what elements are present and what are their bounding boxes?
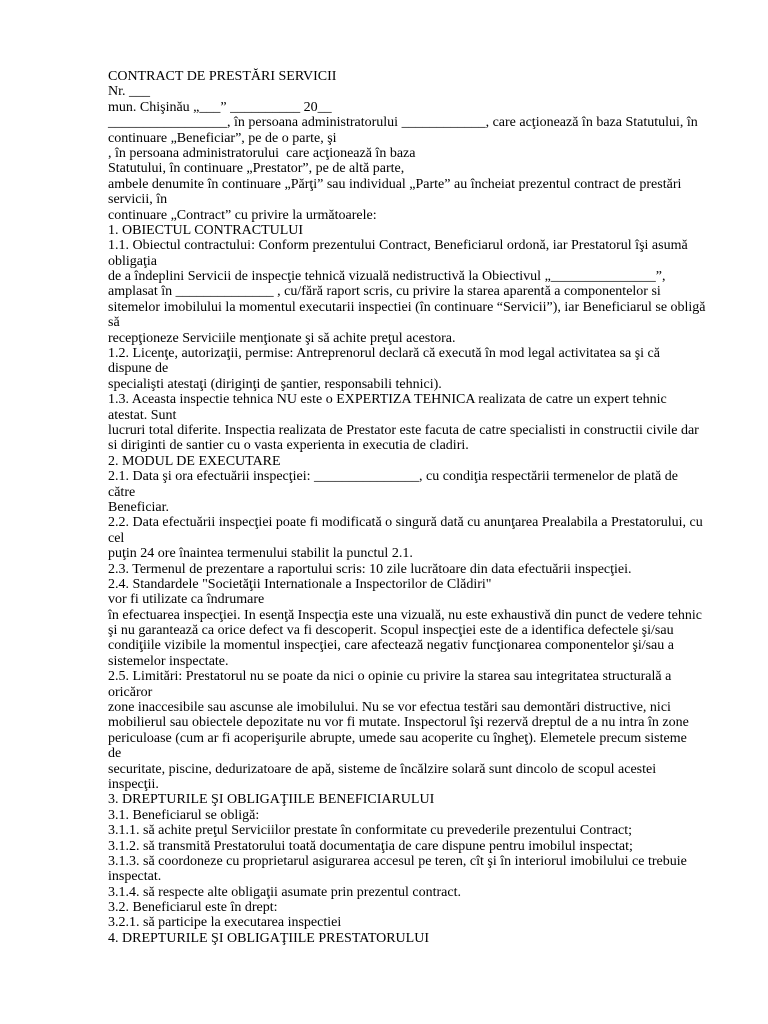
section-line: oricăror bbox=[108, 684, 153, 700]
section-line: 1.3. Aceasta inspectie tehnica NU este o EXPERTIZA TEHNICA realizata de catre un expert tehnic bbox=[108, 392, 667, 408]
contract-number: Nr. ___ bbox=[108, 84, 150, 100]
section-line: 2.2. Data efectuării inspecţiei poate fi modificată o singură dată cu anunţarea Prealabila a Prestatorului, cu bbox=[108, 515, 703, 531]
section-line: 1.1. Obiectul contractului: Conform prezentului Contract, Beneficiarul ordonă, iar Prestatorul îşi asumă bbox=[108, 238, 688, 254]
section-line: 2.1. Data şi ora efectuării inspecţiei: _______________, cu condiţia respectării termenelor de plată de bbox=[108, 469, 678, 485]
section-line: zone inaccesibile sau ascunse ale imobilului. Nu se vor efectua testări sau demontări distructive, nici bbox=[108, 700, 671, 716]
section-line: vor fi utilizate ca îndrumare bbox=[108, 592, 265, 608]
section-line: obligaţia bbox=[108, 253, 157, 269]
section-line: 3.1.2. să transmită Prestatorului toată documentaţia de care dispune pentru imobilul inspectat; bbox=[108, 838, 633, 854]
section-2-execution bbox=[108, 454, 768, 793]
section-line: puţin 24 ore înaintea termenului stabilit la punctul 2.1. bbox=[108, 546, 413, 562]
section-line: inspectat. bbox=[108, 869, 162, 885]
section-line: condiţiile vizibile la momentul inspecţiei, care afectează negativ funcţionarea componentelor şi/sau a bbox=[108, 638, 674, 654]
section-line: dispune de bbox=[108, 361, 169, 377]
section-line: în efectuarea inspecţiei. In esenţă Inspecţia este una vizuală, nu este exhaustivă din punct de vedere tehnic bbox=[108, 607, 702, 623]
section-heading: 2. MODUL DE EXECUTARE bbox=[108, 453, 281, 469]
section-line: 3.1. Beneficiarul se obligă: bbox=[108, 807, 260, 823]
section-line: periculoase (cum ar fi acoperişurile abrupte, umede sau acoperite cu îngheţ). Elemetele precum sisteme bbox=[108, 730, 687, 746]
section-line: mobilierul sau obiectele depozitate nu vor fi mutate. Inspectorul îşi rezervă dreptul de a nu intra în zone bbox=[108, 715, 689, 731]
place-date-line: mun. Chişinău „___” __________ 20__ bbox=[108, 99, 332, 115]
section-line: lucruri total diferite. Inspectia realizata de Prestator este facuta de catre specialisti in constructii civile dar bbox=[108, 422, 699, 438]
section-3-beneficiary-rights bbox=[108, 792, 768, 931]
preamble-line: Statutului, în continuare „Prestator”, pe de altă parte, bbox=[108, 161, 405, 177]
preamble-line: continuare „Contract” cu privire la următoarele: bbox=[108, 207, 377, 223]
section-line: securitate, piscine, dedurizatoare de apă, sisteme de încălzire solară sunt dincolo de scopul acestei bbox=[108, 761, 657, 777]
section-line: 3.1.3. să coordoneze cu proprietarul asigurarea accesul pe teren, cît şi în interiorul imobilului ce trebuie bbox=[108, 853, 687, 869]
section-heading: 3. DREPTURILE ŞI OBLIGAŢIILE BENEFICIARULUI bbox=[108, 792, 435, 808]
section-line: sistemelor inspectate. bbox=[108, 653, 229, 669]
section-line: 3.2.1. să participe la executarea inspectiei bbox=[108, 915, 342, 931]
section-line: inspecţii. bbox=[108, 776, 159, 792]
section-line: să bbox=[108, 315, 120, 331]
section-line: specialişti atestaţi (diriginţi de şantier, responsabili tehnici). bbox=[108, 376, 442, 392]
section-line: amplasat în ______________ , cu/fără raport scris, cu privire la starea aparentă a componentelor si bbox=[108, 284, 661, 300]
section-line: către bbox=[108, 484, 136, 500]
section-line: Beneficiar. bbox=[108, 499, 170, 515]
section-line: de bbox=[108, 746, 122, 762]
section-4-provider-rights bbox=[108, 931, 768, 946]
preamble-line: , în persoana administratorului care acţionează în baza bbox=[108, 145, 416, 161]
section-line: atestat. Sunt bbox=[108, 407, 177, 423]
section-line: 1.2. Licenţe, autorizaţii, permise: Antreprenorul declară că execută în mod legal activitatea sa şi că bbox=[108, 346, 660, 362]
section-line: 2.4. Standardele "Societăţii Internationale a Inspectorilor de Clădiri" bbox=[108, 576, 492, 592]
preamble-line: servicii, în bbox=[108, 192, 168, 208]
section-line: sitemelor imobilului la momentul executarii inspectiei (în continuare “Servicii”), iar Beneficiarul se obligă bbox=[108, 299, 706, 315]
section-line: si diriginti de santier cu o vasta experienta in executia de cladiri. bbox=[108, 438, 469, 454]
section-1-object bbox=[108, 223, 768, 454]
section-line: 3.1.4. să respecte alte obligaţii asumate prin prezentul contract. bbox=[108, 884, 461, 900]
preamble-line: ambele denumite în continuare „Părţi” sau individual „Parte” au încheiat prezentul contract de prestări bbox=[108, 176, 682, 192]
section-line: recepţioneze Serviciile menţionate şi să achite preţul acestora. bbox=[108, 330, 456, 346]
preamble bbox=[108, 115, 768, 223]
section-heading: 1. OBIECTUL CONTRACTULUI bbox=[108, 222, 304, 238]
section-line: şi nu garantează ca orice defect va fi descoperit. Scopul inspecţiei este de a identifica defectele şi/sau bbox=[108, 623, 674, 639]
document-title: CONTRACT DE PRESTĂRI SERVICII bbox=[108, 69, 337, 84]
section-line: cel bbox=[108, 530, 125, 546]
section-line: 3.2. Beneficiarul este în drept: bbox=[108, 900, 278, 916]
preamble-line: continuare „Beneficiar”, pe de o parte, şi bbox=[108, 130, 337, 146]
section-line: 2.5. Limitări: Prestatorul nu se poate da nici o opinie cu privire la starea sau integritatea structurală a bbox=[108, 669, 672, 685]
preamble-line: _________________, în persoana administratorului ____________, care acţionează în baza Statutului, în bbox=[108, 115, 698, 131]
section-line: de a îndeplini Servicii de inspecţie tehnică vizuală nedistructivă la Obiectivul „_______________”, bbox=[108, 269, 666, 285]
section-heading: 4. DREPTURILE ŞI OBLIGAŢIILE PRESTATORULUI bbox=[108, 930, 429, 946]
section-line: 2.3. Termenul de prezentare a raportului scris: 10 zile lucrătoare din data efectuării inspecţiei. bbox=[108, 561, 632, 577]
section-line: 3.1.1. să achite preţul Serviciilor prestate în conformitate cu prevederile prezentului Contract; bbox=[108, 823, 633, 839]
